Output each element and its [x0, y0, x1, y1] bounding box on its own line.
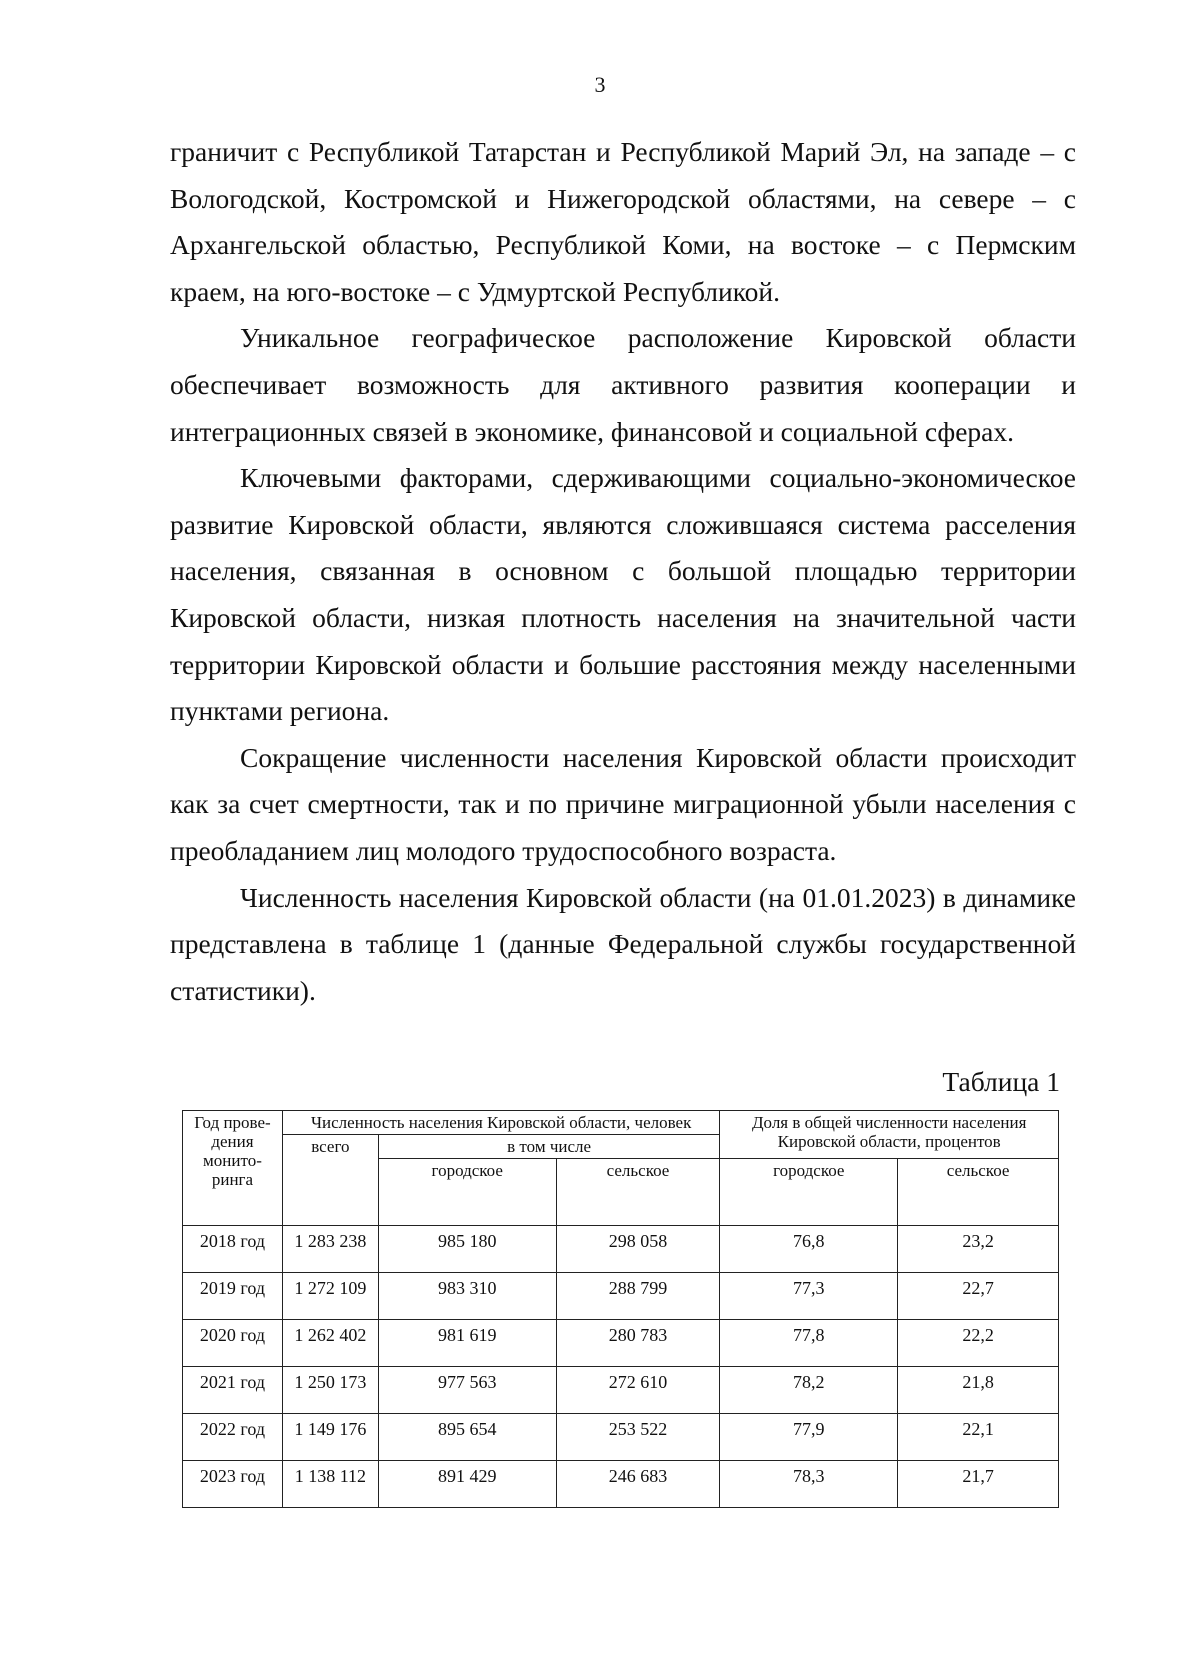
cell-total: 1 138 112 [282, 1461, 378, 1508]
table-row [183, 1367, 1059, 1414]
paragraph-table-intro: Численность населения Кировской области (на 01.01.2023) в динамике представлена в таблице 1 (данные Федеральной службы государственной статистики). [170, 881, 1076, 1006]
cell-urban: 985 180 [378, 1226, 556, 1273]
table-row [183, 1414, 1059, 1461]
cell-share-rural: 22,1 [898, 1414, 1059, 1461]
cell-share-urban: 76,8 [720, 1226, 898, 1273]
cell-share-urban: 78,3 [720, 1461, 898, 1508]
table-caption: Таблица 1 [942, 1066, 1060, 1097]
cell-share-urban: 78,2 [720, 1367, 898, 1414]
header-year: Год прове- дения монито- ринга [183, 1111, 283, 1226]
cell-total: 1 283 238 [282, 1226, 378, 1273]
cell-share-rural: 21,7 [898, 1461, 1059, 1508]
table-row [183, 1226, 1059, 1273]
header-including: в том числе [378, 1135, 720, 1159]
cell-urban: 977 563 [378, 1367, 556, 1414]
cell-share-urban: 77,9 [720, 1414, 898, 1461]
body-text [170, 129, 1076, 1014]
cell-year: 2020 год [183, 1320, 283, 1367]
cell-rural: 288 799 [556, 1273, 720, 1320]
cell-total: 1 272 109 [282, 1273, 378, 1320]
cell-total: 1 262 402 [282, 1320, 378, 1367]
cell-share-urban: 77,8 [720, 1320, 898, 1367]
header-share-urban: городское [720, 1159, 898, 1226]
paragraph-location: Уникальное географическое расположение Кировской области обеспечивает возможность для активного развития кооперации и интеграционных связей в экономике, финансовой и социальной сферах. [170, 322, 1076, 447]
paragraph-borders: граничит с Республикой Татарстан и Республикой Марий Эл, на западе – с Вологодской, Костромской и Нижегородской областями, на севере – с Архангельской областью, Республикой Коми, на востоке – с Пермским краем, на юго-востоке – с Удмуртской Республикой. [170, 136, 1076, 307]
population-table [182, 1110, 1059, 1508]
table-row [183, 1461, 1059, 1508]
header-total: всего [282, 1135, 378, 1226]
header-share-rural: сельское [898, 1159, 1059, 1226]
cell-rural: 298 058 [556, 1226, 720, 1273]
cell-share-rural: 22,7 [898, 1273, 1059, 1320]
cell-urban: 891 429 [378, 1461, 556, 1508]
table-row [183, 1320, 1059, 1367]
cell-share-rural: 23,2 [898, 1226, 1059, 1273]
cell-urban: 895 654 [378, 1414, 556, 1461]
cell-share-urban: 77,3 [720, 1273, 898, 1320]
paragraph-decline: Сокращение численности населения Кировской области происходит как за счет смертности, так и по причине миграционной убыли населения с преобладанием лиц молодого трудоспособного возраста. [170, 741, 1076, 866]
cell-total: 1 250 173 [282, 1367, 378, 1414]
cell-rural: 253 522 [556, 1414, 720, 1461]
cell-share-rural: 21,8 [898, 1367, 1059, 1414]
header-urban: городское [378, 1159, 556, 1226]
cell-year: 2021 год [183, 1367, 283, 1414]
header-share: Доля в общей численности населения Кировской области, процентов [720, 1111, 1059, 1159]
cell-year: 2022 год [183, 1414, 283, 1461]
paragraph-factors: Ключевыми факторами, сдерживающими социально-экономическое развитие Кировской области, являются сложившаяся система расселения населения, связанная в основном с большой площадью территории Кировской области, низкая плотность населения на значительной части территории Кировской области и большие расстояния между населенными пунктами региона. [170, 462, 1076, 727]
table-row [183, 1273, 1059, 1320]
cell-year: 2019 год [183, 1273, 283, 1320]
header-rural: сельское [556, 1159, 720, 1226]
cell-year: 2023 год [183, 1461, 283, 1508]
cell-rural: 280 783 [556, 1320, 720, 1367]
cell-share-rural: 22,2 [898, 1320, 1059, 1367]
cell-rural: 246 683 [556, 1461, 720, 1508]
cell-urban: 983 310 [378, 1273, 556, 1320]
cell-total: 1 149 176 [282, 1414, 378, 1461]
page-number: 3 [594, 72, 606, 97]
cell-rural: 272 610 [556, 1367, 720, 1414]
cell-urban: 981 619 [378, 1320, 556, 1367]
header-population: Численность населения Кировской области, человек [282, 1111, 719, 1135]
cell-year: 2018 год [183, 1226, 283, 1273]
